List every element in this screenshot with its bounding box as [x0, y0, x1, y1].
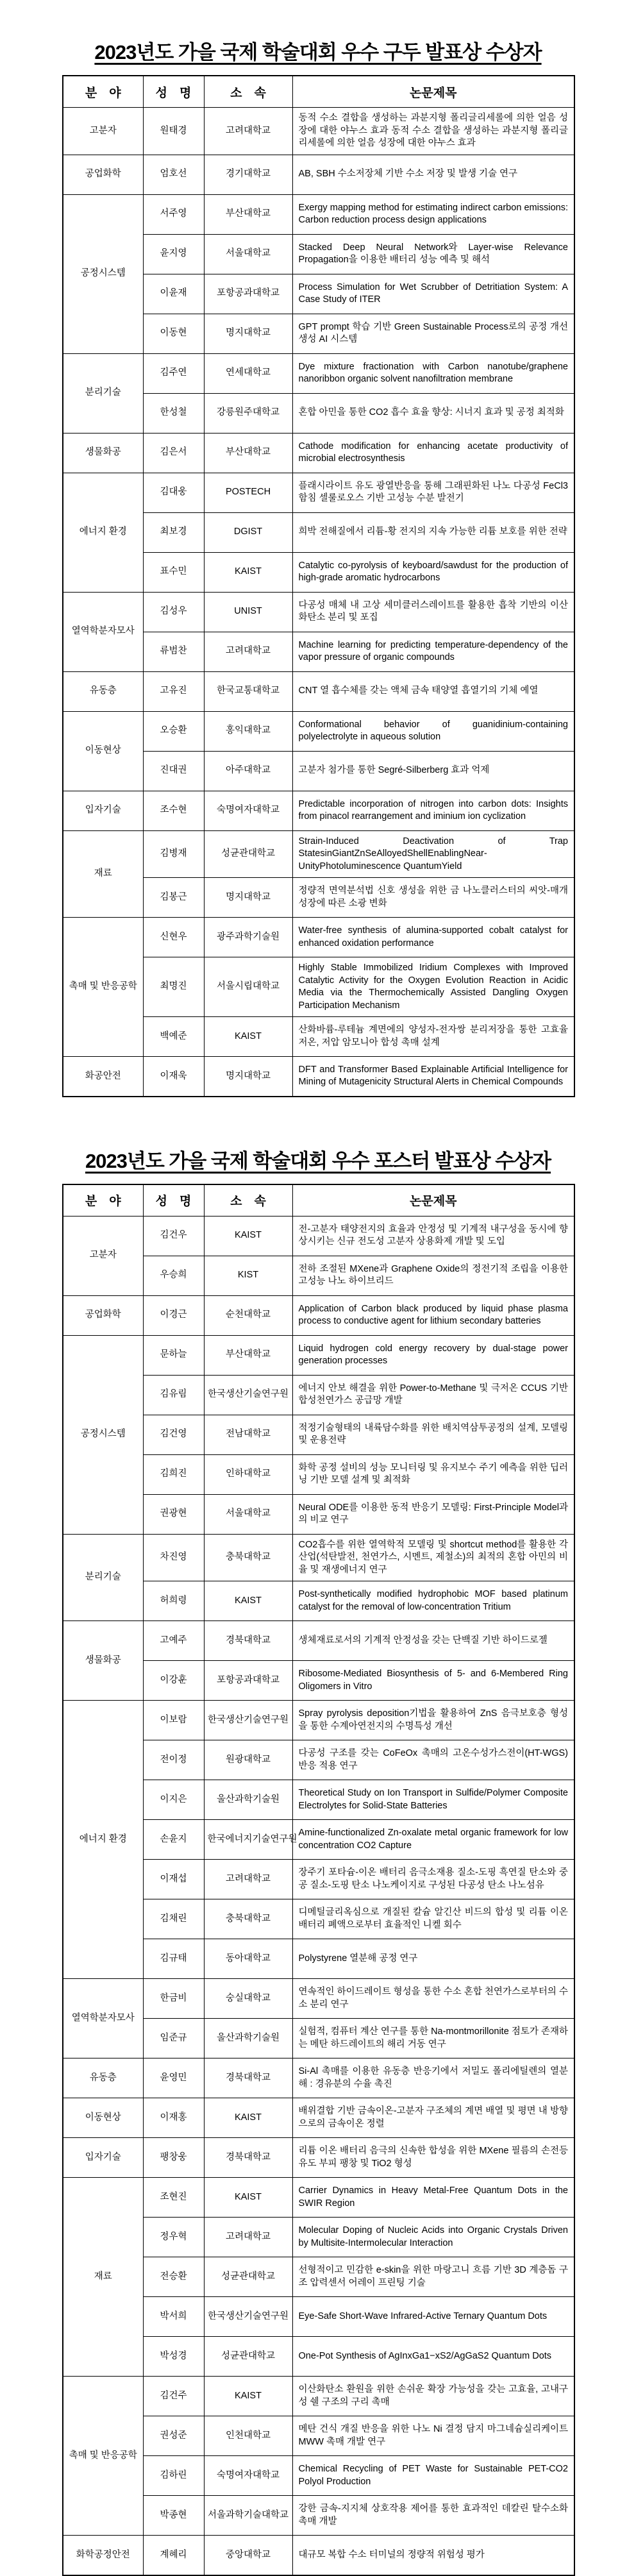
paper-title-column-header: 논문제목	[292, 76, 574, 108]
affiliation-cell: 광주과학기술원	[204, 918, 292, 957]
paper-title-cell: AB, SBH 수소저장체 기반 수소 저장 및 발생 기술 연구	[292, 155, 574, 194]
affiliation-cell: 부산대학교	[204, 1335, 292, 1375]
paper-title-cell: 고분자 첨가를 통한 Segré-Silberberg 효과 억제	[292, 751, 574, 791]
name-cell: 김주연	[143, 353, 204, 393]
field-cell: 열역학분자모사	[63, 1979, 143, 2058]
paper-title-cell: Dye mixture fractionation with Carbon nanotube/graphene nanoribbon organic solvent nanofiltration membrane	[292, 353, 574, 393]
field-cell: 유동층	[63, 2058, 143, 2098]
award-row	[63, 1295, 574, 1335]
affiliation-cell: 홍익대학교	[204, 711, 292, 751]
name-cell: 엄호선	[143, 155, 204, 194]
name-cell: 김대웅	[143, 473, 204, 512]
header-row	[63, 76, 574, 108]
affiliation-cell: 충북대학교	[204, 1899, 292, 1939]
field-cell: 공정시스템	[63, 1335, 143, 1534]
award-row	[63, 592, 574, 632]
affiliation-cell: 성균관대학교	[204, 830, 292, 878]
name-cell: 신현우	[143, 918, 204, 957]
affiliation-cell: UNIST	[204, 592, 292, 632]
award-row	[63, 194, 574, 234]
field-column-header: 분 야	[63, 76, 143, 108]
paper-title-cell: 선형적이고 민감한 e-skin을 위한 마랑고니 흐름 기반 3D 계층돔 구조 압력센서 어레이 프린팅 기술	[292, 2257, 574, 2297]
name-cell: 한성철	[143, 393, 204, 433]
oral-awards-title: 2023년도 가을 국제 학술대회 우수 구두 발표상 수상자	[94, 41, 542, 63]
affiliation-cell: 고려대학교	[204, 1860, 292, 1899]
name-cell: 윤영민	[143, 2058, 204, 2098]
affiliation-cell: 서울과학기술대학교	[204, 2496, 292, 2536]
paper-title-cell: Carrier Dynamics in Heavy Metal-Free Quantum Dots in the SWIR Region	[292, 2178, 574, 2218]
paper-title-cell: Highly Stable Immobilized Iridium Complexes with Improved Catalytic Activity for the Oxygen Evolution Reaction in Acidic Media via the Thermochemically Assisted Dangling Oxygen Participation Mechanism	[292, 957, 574, 1017]
affiliation-cell: 순천대학교	[204, 1295, 292, 1335]
poster-awards-table-body	[63, 1216, 574, 2575]
field-cell: 촉매 및 반응공학	[63, 2377, 143, 2536]
award-row	[63, 1057, 574, 1097]
paper-title-cell: Neural ODE를 이용한 동적 반응기 모델링: First-Principle Model과의 비교 연구	[292, 1494, 574, 1534]
award-row	[63, 2377, 574, 2416]
field-cell: 생물화공	[63, 433, 143, 473]
affiliation-cell: 서울시립대학교	[204, 957, 292, 1017]
award-row	[63, 1621, 574, 1661]
paper-title-cell: 플래시라이트 유도 광열반응을 통해 그래핀화된 나노 다공성 FeCl3 함침 셀룰로오스 기반 고성능 수분 발전기	[292, 473, 574, 512]
name-cell: 서주영	[143, 194, 204, 234]
field-cell: 재료	[63, 830, 143, 918]
name-cell: 임준규	[143, 2019, 204, 2058]
field-cell: 분리기술	[63, 353, 143, 433]
field-cell: 에너지 환경	[63, 1701, 143, 1979]
affiliation-cell: KAIST	[204, 1017, 292, 1057]
field-cell: 에너지 환경	[63, 473, 143, 592]
paper-title-cell: Strain-Induced Deactivation of Trap StatesinGiantZnSeAlloyedShellEnablingNear-UnityPhotoluminescence QuantumYield	[292, 830, 574, 878]
poster-awards-table	[62, 1184, 575, 2576]
name-cell: 김건주	[143, 2377, 204, 2416]
oral-awards-table-body	[63, 108, 574, 1097]
affiliation-cell: 연세대학교	[204, 353, 292, 393]
affiliation-cell: 한국교통대학교	[204, 671, 292, 711]
name-cell: 전이정	[143, 1740, 204, 1780]
field-cell: 입자기술	[63, 791, 143, 830]
paper-title-cell: Theoretical Study on Ion Transport in Sulfide/Polymer Composite Electrolytes for Solid-State Batteries	[292, 1780, 574, 1820]
paper-title-cell: 동적 수소 결합을 생성하는 과분지형 폴리글리세롤에 의한 얼음 성장에 대한 야누스 효과 동적 수소 결합을 생성하는 과분지형 폴리글리세롤에 의한 얼음 성장에 대한 야누스 효과	[292, 108, 574, 155]
award-row	[63, 791, 574, 830]
name-cell: 김희진	[143, 1454, 204, 1494]
affiliation-cell: 인하대학교	[204, 1454, 292, 1494]
name-cell: 김유림	[143, 1375, 204, 1415]
affiliation-cell: 강릉원주대학교	[204, 393, 292, 433]
paper-title-cell: 정량적 면역분석법 신호 생성을 위한 금 나노클러스터의 씨앗-매개 성장에 따른 소광 변화	[292, 878, 574, 918]
paper-title-cell: 화학 공정 설비의 성능 모니터링 및 유지보수 주기 예측을 위한 딥러닝 기반 모델 설계 및 최적화	[292, 1454, 574, 1494]
field-cell: 공정시스템	[63, 194, 143, 353]
affiliation-cell: 포항공과대학교	[204, 274, 292, 314]
affiliation-cell: 울산과학기술원	[204, 1780, 292, 1820]
name-cell: 조수현	[143, 791, 204, 830]
paper-title-cell: Water-free synthesis of alumina-supported cobalt catalyst for enhanced oxidation performance	[292, 918, 574, 957]
affiliation-column-header: 소 속	[204, 76, 292, 108]
affiliation-cell: 중앙대학교	[204, 2536, 292, 2575]
paper-title-cell: GPT prompt 학습 기반 Green Sustainable Process로의 공정 개선 생성 AI 시스템	[292, 314, 574, 353]
name-cell: 원태경	[143, 108, 204, 155]
paper-title-cell: 에너지 안보 해결을 위한 Power-to-Methane 및 극저온 CCUS 기반 합성천연가스 공급망 개발	[292, 1375, 574, 1415]
name-cell: 김하린	[143, 2456, 204, 2496]
name-cell: 박서희	[143, 2297, 204, 2337]
affiliation-cell: 경북대학교	[204, 2138, 292, 2178]
paper-title-cell: CNT 열 흡수체를 갖는 액체 금속 태양열 흡열기의 기체 예열	[292, 671, 574, 711]
name-cell: 권광현	[143, 1494, 204, 1534]
affiliation-cell: KAIST	[204, 552, 292, 592]
paper-title-cell: Molecular Doping of Nucleic Acids into Organic Crystals Driven by Multisite-Intermolecular Interaction	[292, 2218, 574, 2257]
award-row	[63, 1701, 574, 1740]
poster-awards-table-header	[63, 1184, 574, 1216]
affiliation-cell: 한국생산기술연구원	[204, 1375, 292, 1415]
paper-title-cell: 리튬 이온 배터리 음극의 신속한 합성을 위한 MXene 필름의 손전등 유도 부피 팽창 및 TiO2 형성	[292, 2138, 574, 2178]
affiliation-cell: 성균관대학교	[204, 2257, 292, 2297]
name-cell: 고유진	[143, 671, 204, 711]
paper-title-cell: 대규모 복합 수소 터미널의 정량적 위험성 평가	[292, 2536, 574, 2575]
affiliation-cell: 명지대학교	[204, 314, 292, 353]
field-column-header: 분 야	[63, 1184, 143, 1216]
field-cell: 화공안전	[63, 1057, 143, 1097]
name-cell: 허희령	[143, 1581, 204, 1621]
award-row	[63, 433, 574, 473]
name-cell: 정우혁	[143, 2218, 204, 2257]
name-cell: 윤지영	[143, 234, 204, 274]
name-cell: 이윤재	[143, 274, 204, 314]
paper-title-cell: Catalytic co-pyrolysis of keyboard/sawdust for the production of high-grade aromatic hydrocarbons	[292, 552, 574, 592]
paper-title-cell: Stacked Deep Neural Network와 Layer-wise Relevance Propagation을 이용한 배터리 성능 예측 및 해석	[292, 234, 574, 274]
paper-title-cell: 배위결합 기반 금속이온-고분자 구조체의 계면 배열 및 평면 내 방향으로의 금속이온 정렬	[292, 2098, 574, 2138]
paper-title-cell: Ribosome-Mediated Biosynthesis of 5- and 6-Membered Ring Oligomers in Vitro	[292, 1661, 574, 1701]
affiliation-cell: 명지대학교	[204, 878, 292, 918]
affiliation-cell: KAIST	[204, 2178, 292, 2218]
affiliation-cell: 충북대학교	[204, 1534, 292, 1581]
affiliation-cell: 서울대학교	[204, 1494, 292, 1534]
name-cell: 김건영	[143, 1415, 204, 1454]
name-cell: 최보경	[143, 512, 204, 552]
affiliation-cell: KIST	[204, 1256, 292, 1295]
name-cell: 손윤지	[143, 1820, 204, 1860]
affiliation-cell: KAIST	[204, 1216, 292, 1256]
poster-awards-title: 2023년도 가을 국제 학술대회 우수 포스터 발표상 수상자	[85, 1149, 551, 1172]
affiliation-cell: 원광대학교	[204, 1740, 292, 1780]
name-cell: 김채린	[143, 1899, 204, 1939]
name-cell: 김병재	[143, 830, 204, 878]
name-cell: 이강훈	[143, 1661, 204, 1701]
affiliation-cell: 성균관대학교	[204, 2337, 292, 2377]
affiliation-cell: 숭실대학교	[204, 1979, 292, 2019]
paper-title-cell: 적정기술형태의 내륙담수화를 위한 배치역삼투공정의 설계, 모델링 및 운용전략	[292, 1415, 574, 1454]
name-cell: 권성준	[143, 2416, 204, 2456]
field-cell: 촉매 및 반응공학	[63, 918, 143, 1057]
name-cell: 문하늘	[143, 1335, 204, 1375]
name-cell: 최명진	[143, 957, 204, 1017]
field-cell: 이동현상	[63, 2098, 143, 2138]
affiliation-cell: 명지대학교	[204, 1057, 292, 1097]
affiliation-cell: 고려대학교	[204, 2218, 292, 2257]
paper-title-cell: Spray pyrolysis deposition기법을 활용하여 ZnS 음극보호층 형성을 통한 수계아연전지의 수명특성 개선	[292, 1701, 574, 1740]
name-cell: 김은서	[143, 433, 204, 473]
name-cell: 차진영	[143, 1534, 204, 1581]
name-cell: 우승희	[143, 1256, 204, 1295]
award-row	[63, 671, 574, 711]
affiliation-cell: KAIST	[204, 2098, 292, 2138]
affiliation-cell: 한국에너지기술연구원	[204, 1820, 292, 1860]
affiliation-cell: 전남대학교	[204, 1415, 292, 1454]
name-cell: 김봉근	[143, 878, 204, 918]
paper-title-cell: 혼합 아민을 통한 CO2 흡수 효율 향상: 시너지 효과 및 공정 최적화	[292, 393, 574, 433]
award-row	[63, 1216, 574, 1256]
name-cell: 김성우	[143, 592, 204, 632]
oral-awards-section	[0, 36, 636, 1097]
paper-title-cell: 이산화탄소 환원을 위한 손쉬운 확장 가능성을 갖는 고효율, 고내구성 쉘 구조의 구리 촉매	[292, 2377, 574, 2416]
name-cell: 이보람	[143, 1701, 204, 1740]
name-cell: 이지은	[143, 1780, 204, 1820]
paper-title-cell: 생체재료로서의 기계적 안정성을 갖는 단백질 기반 하이드로젤	[292, 1621, 574, 1661]
paper-title-cell: DFT and Transformer Based Explainable Artificial Intelligence for Mining of Mutagenicity Structural Alerts in Chemical Compounds	[292, 1057, 574, 1097]
award-row	[63, 473, 574, 512]
paper-title-cell: Predictable incorporation of nitrogen into carbon dots: Insights from pinacol rearrangement and iminium ion cyclization	[292, 791, 574, 830]
name-cell: 이재홍	[143, 2098, 204, 2138]
paper-title-cell: Application of Carbon black produced by liquid phase plasma process to conductive agent for lithium secondary batteries	[292, 1295, 574, 1335]
name-cell: 김건우	[143, 1216, 204, 1256]
affiliation-cell: KAIST	[204, 2377, 292, 2416]
affiliation-cell: 서울대학교	[204, 234, 292, 274]
award-row	[63, 918, 574, 957]
award-row	[63, 2178, 574, 2218]
affiliation-cell: 부산대학교	[204, 194, 292, 234]
affiliation-column-header: 소 속	[204, 1184, 292, 1216]
award-row	[63, 711, 574, 751]
field-cell: 분리기술	[63, 1534, 143, 1621]
paper-title-cell: Process Simulation for Wet Scrubber of Detritiation System: A Case Study of ITER	[292, 274, 574, 314]
paper-title-cell: Amine-functionalized Zn-oxalate metal organic framework for low concentration CO2 Capture	[292, 1820, 574, 1860]
affiliation-cell: 아주대학교	[204, 751, 292, 791]
award-row	[63, 1335, 574, 1375]
award-row	[63, 1979, 574, 2019]
affiliation-cell: 숙명여자대학교	[204, 791, 292, 830]
name-cell: 고예주	[143, 1621, 204, 1661]
name-cell: 이경근	[143, 1295, 204, 1335]
award-row	[63, 830, 574, 878]
name-column-header: 성 명	[143, 76, 204, 108]
paper-title-cell: 디메틸글리옥심으로 개질된 칼슘 알긴산 비드의 합성 및 리튬 이온 배터리 폐액으로부터 효율적인 니켈 회수	[292, 1899, 574, 1939]
name-cell: 백예준	[143, 1017, 204, 1057]
field-cell: 고분자	[63, 108, 143, 155]
field-cell: 생물화공	[63, 1621, 143, 1701]
name-column-header: 성 명	[143, 1184, 204, 1216]
oral-awards-table	[62, 75, 575, 1097]
paper-title-cell: Liquid hydrogen cold energy recovery by dual-stage power generation processes	[292, 1335, 574, 1375]
affiliation-cell: 부산대학교	[204, 433, 292, 473]
affiliation-cell: 울산과학기술원	[204, 2019, 292, 2058]
name-cell: 이재섭	[143, 1860, 204, 1899]
name-cell: 김규태	[143, 1939, 204, 1979]
poster-awards-section	[0, 1145, 636, 2576]
name-cell: 표수민	[143, 552, 204, 592]
affiliation-cell: 숙명여자대학교	[204, 2456, 292, 2496]
name-cell: 한금비	[143, 1979, 204, 2019]
paper-title-cell: Post-synthetically modified hydrophobic MOF based platinum catalyst for the removal of low-concentration Tritium	[292, 1581, 574, 1621]
name-cell: 박성경	[143, 2337, 204, 2377]
affiliation-cell: 인천대학교	[204, 2416, 292, 2456]
name-cell: 전승환	[143, 2257, 204, 2297]
name-cell: 이재욱	[143, 1057, 204, 1097]
paper-title-cell: 다공성 매체 내 고상 세미클러스레이트를 활용한 흡착 기반의 이산화탄소 분리 및 포집	[292, 592, 574, 632]
affiliation-cell: 한국생산기술연구원	[204, 2297, 292, 2337]
field-cell: 고분자	[63, 1216, 143, 1295]
paper-title-cell: 실험적, 컴퓨터 계산 연구를 통한 Na-montmorillonite 점토가 존재하는 메탄 하드레이트의 해리 거동 연구	[292, 2019, 574, 2058]
paper-title-cell: Machine learning for predicting temperature-dependency of the vapor pressure of organic compounds	[292, 632, 574, 671]
name-cell: 진대권	[143, 751, 204, 791]
field-cell: 화학공정안전	[63, 2536, 143, 2575]
affiliation-cell: 경북대학교	[204, 2058, 292, 2098]
affiliation-cell: 경기대학교	[204, 155, 292, 194]
name-cell: 조현진	[143, 2178, 204, 2218]
name-cell: 계혜리	[143, 2536, 204, 2575]
paper-title-cell: 전하 조절된 MXene과 Graphene Oxide의 정전기적 조립을 이용한 고성능 나노 하이브리드	[292, 1256, 574, 1295]
award-row	[63, 2138, 574, 2178]
name-cell: 류범찬	[143, 632, 204, 671]
paper-title-cell: 장주기 포타슘-이온 배터리 음극소재용 질소-도핑 흑연질 탄소와 중공 질소-도핑 탄소 나노케이지로 구성된 다공성 탄소 나노섬유	[292, 1860, 574, 1899]
affiliation-cell: 고려대학교	[204, 108, 292, 155]
award-row	[63, 1534, 574, 1581]
paper-title-cell: Chemical Recycling of PET Waste for Sustainable PET-CO2 Polyol Production	[292, 2456, 574, 2496]
paper-title-cell: Cathode modification for enhancing acetate productivity of microbial electrosynthesis	[292, 433, 574, 473]
paper-title-column-header: 논문제목	[292, 1184, 574, 1216]
award-row	[63, 2058, 574, 2098]
affiliation-cell: 포항공과대학교	[204, 1661, 292, 1701]
affiliation-cell: 고려대학교	[204, 632, 292, 671]
name-cell: 오승환	[143, 711, 204, 751]
field-cell: 이동현상	[63, 711, 143, 791]
award-row	[63, 2536, 574, 2575]
header-row	[63, 1184, 574, 1216]
field-cell: 공업화학	[63, 1295, 143, 1335]
paper-title-cell: Conformational behavior of guanidinium-containing polyelectrolyte in aqueous solution	[292, 711, 574, 751]
paper-title-cell: CO2흡수를 위한 열역학적 모델링 및 shortcut method를 활용한 각 산업(석탄발전, 천연가스, 시멘트, 제철소)의 최적의 혼합 아민의 비율 및 재생에너지 연구	[292, 1534, 574, 1581]
paper-title-cell: One-Pot Synthesis of AgInxGa1−xS2/AgGaS2 Quantum Dots	[292, 2337, 574, 2377]
paper-title-cell: Exergy mapping method for estimating indirect carbon emissions: Carbon reduction process design applications	[292, 194, 574, 234]
paper-title-cell: 다공성 구조를 갖는 CoFeOx 촉매의 고온수성가스전이(HT-WGS)반응 적용 연구	[292, 1740, 574, 1780]
field-cell: 입자기술	[63, 2138, 143, 2178]
affiliation-cell: 한국생산기술연구원	[204, 1701, 292, 1740]
affiliation-cell: DGIST	[204, 512, 292, 552]
paper-title-cell: 메탄 건식 개질 반응을 위한 나노 Ni 결정 담지 마그네슘실리케이트 MWW 촉매 개발 연구	[292, 2416, 574, 2456]
affiliation-cell: POSTECH	[204, 473, 292, 512]
paper-title-cell: Si-Al 촉매를 이용한 유동층 반응기에서 저밀도 폴리에틸렌의 열분해 : 경유분의 수율 촉진	[292, 2058, 574, 2098]
paper-title-cell: 전-고분자 태양전지의 효율과 안정성 및 기계적 내구성을 동시에 향상시키는 신규 전도성 고분자 상용화제 개발 및 도입	[292, 1216, 574, 1256]
paper-title-cell: 연속적인 하이드레이트 형성을 통한 수소 혼합 천연가스로부터의 수소 분리 연구	[292, 1979, 574, 2019]
paper-title-cell: 희박 전해질에서 리튬-황 전지의 지속 가능한 리튬 보호를 위한 전략	[292, 512, 574, 552]
field-cell: 유동층	[63, 671, 143, 711]
field-cell: 열역학분자모사	[63, 592, 143, 671]
award-row	[63, 353, 574, 393]
name-cell: 이동현	[143, 314, 204, 353]
affiliation-cell: KAIST	[204, 1581, 292, 1621]
field-cell: 공업화학	[63, 155, 143, 194]
award-row	[63, 155, 574, 194]
award-row	[63, 2098, 574, 2138]
oral-awards-table-header	[63, 76, 574, 108]
affiliation-cell: 경북대학교	[204, 1621, 292, 1661]
name-cell: 팽창웅	[143, 2138, 204, 2178]
name-cell: 박종현	[143, 2496, 204, 2536]
paper-title-cell: Polystyrene 열분해 공정 연구	[292, 1939, 574, 1979]
award-row	[63, 108, 574, 155]
field-cell: 재료	[63, 2178, 143, 2377]
paper-title-cell: 강한 금속-지지체 상호작용 제어를 통한 효과적인 데칼린 탈수소화 촉매 개발	[292, 2496, 574, 2536]
affiliation-cell: 동아대학교	[204, 1939, 292, 1979]
paper-title-cell: 산화바륨-루테늄 계면에의 양성자-전자쌍 분리저장을 통한 고효율 저온, 저압 암모니아 합성 촉매 설계	[292, 1017, 574, 1057]
paper-title-cell: Eye-Safe Short-Wave Infrared-Active Ternary Quantum Dots	[292, 2297, 574, 2337]
